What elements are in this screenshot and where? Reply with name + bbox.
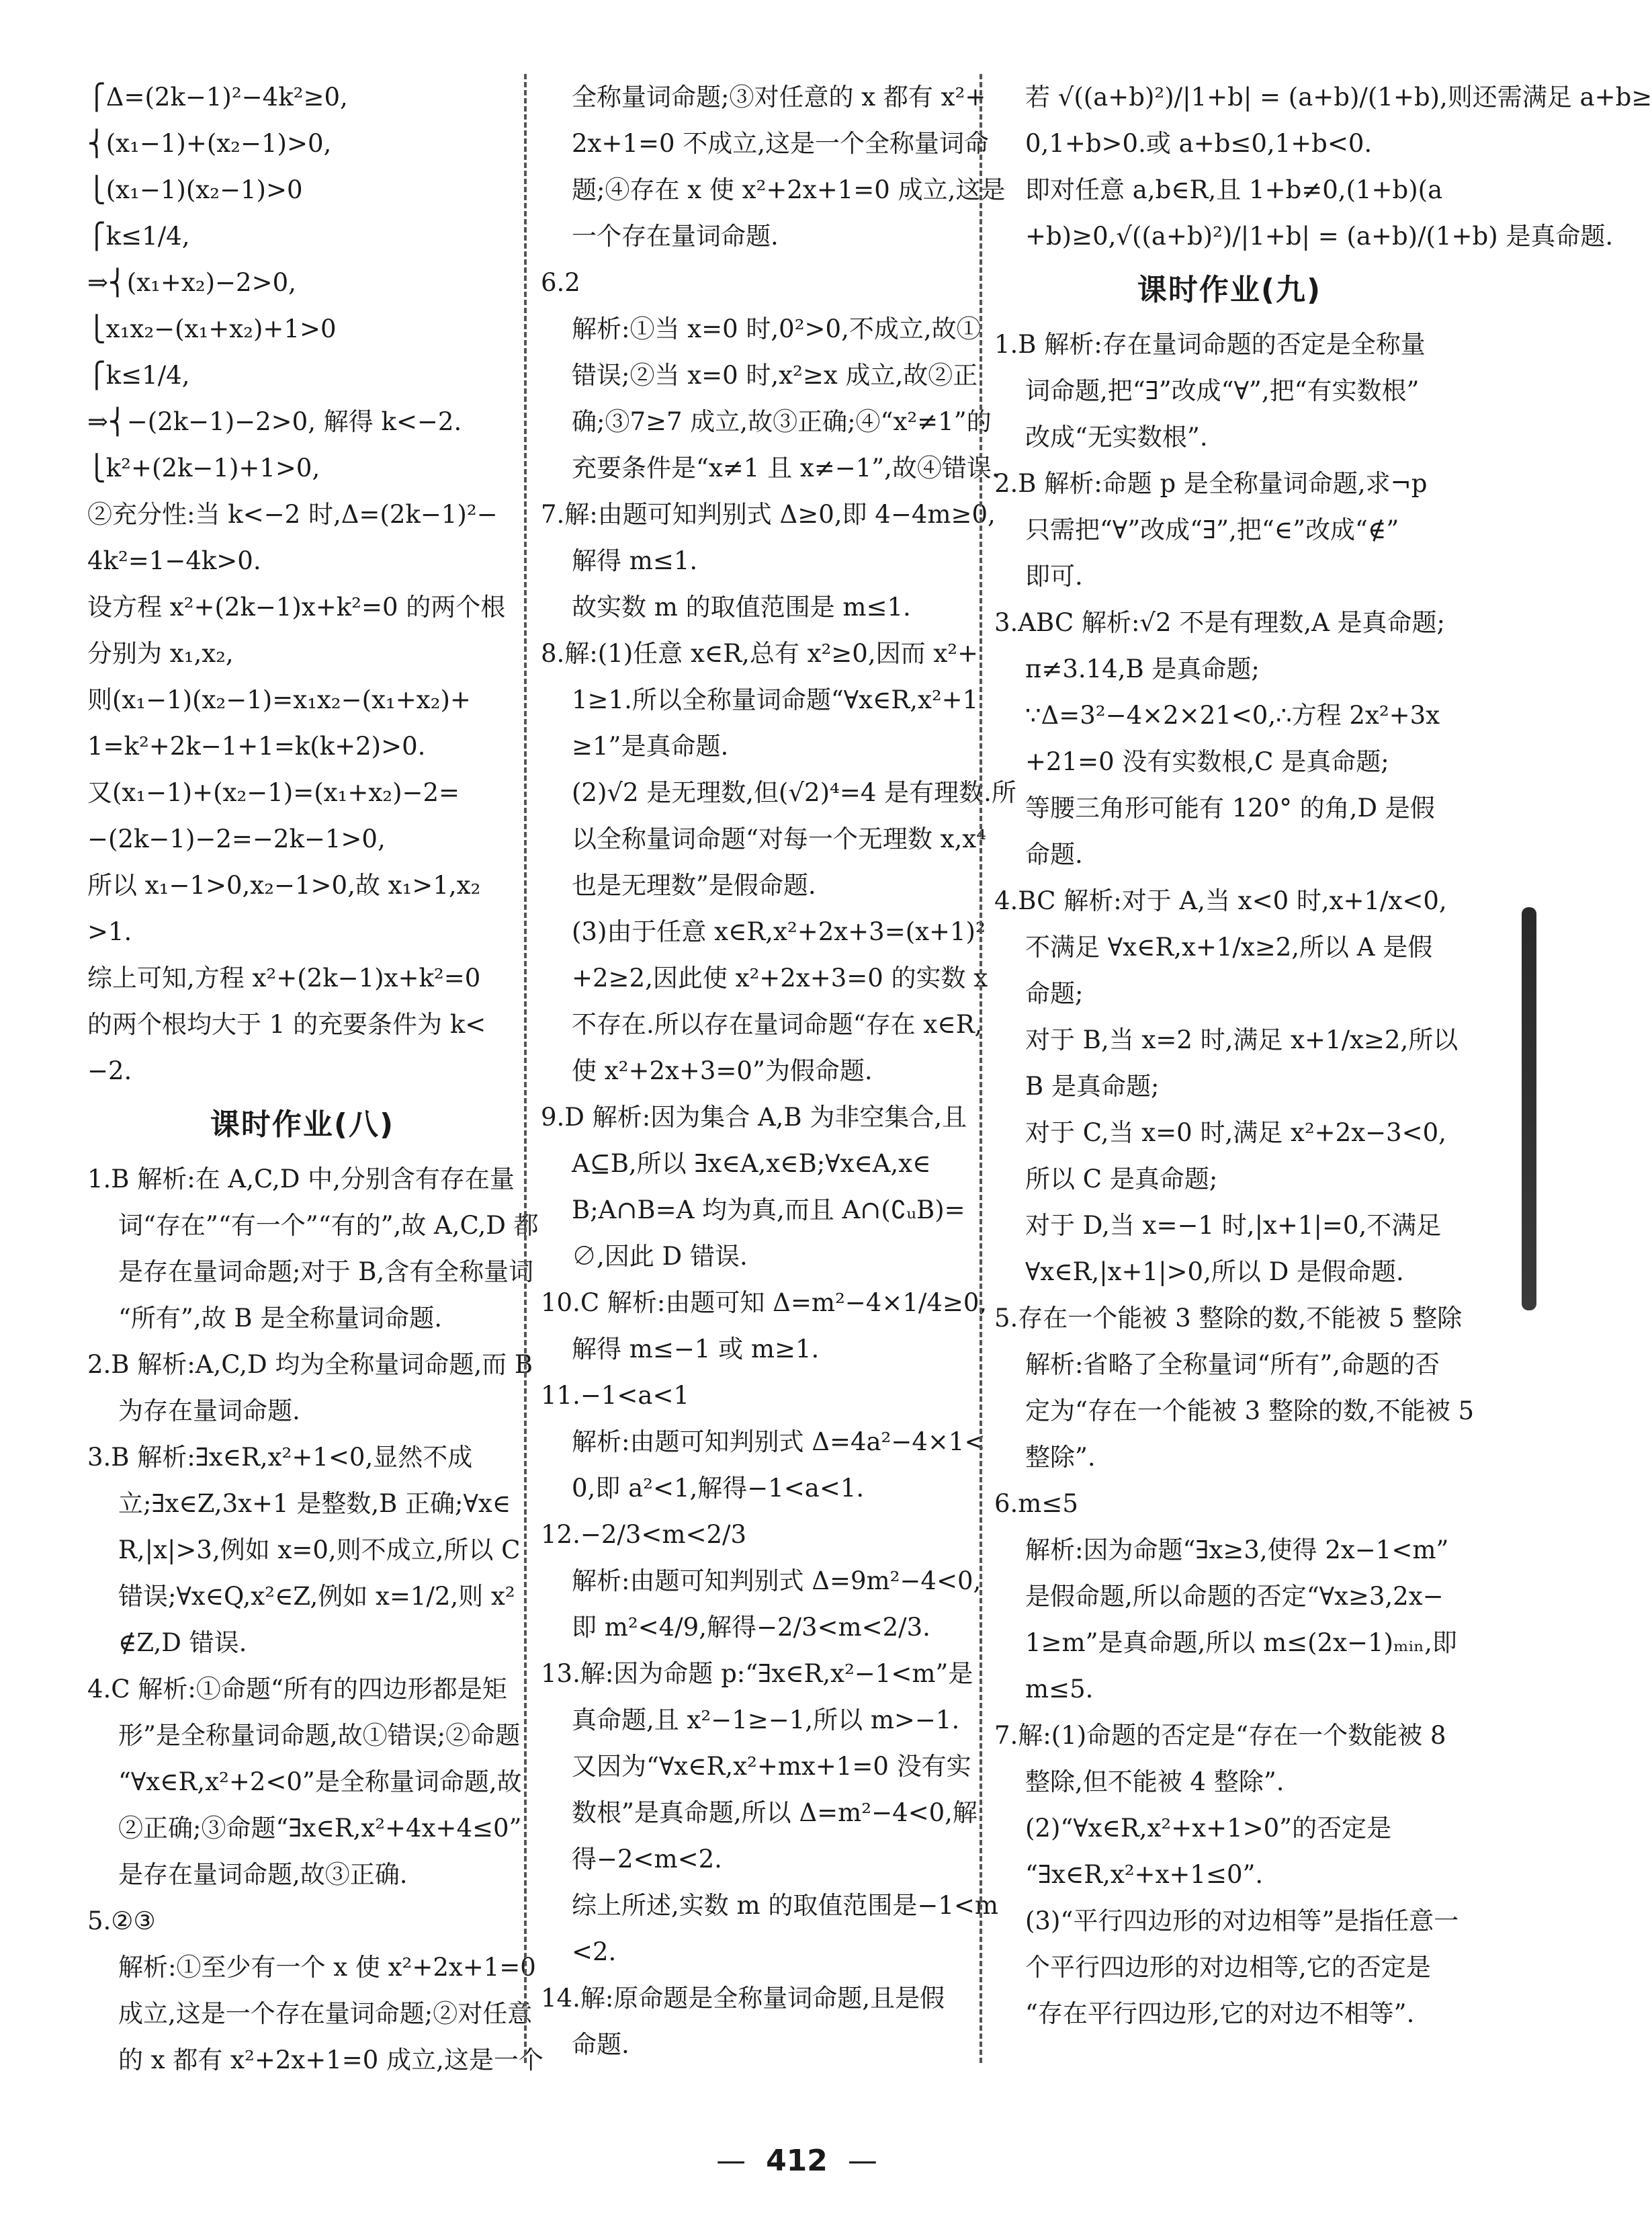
text-line: 3.B 解析:∃x∈R,x²+1<0,显然不成 [87,1443,473,1472]
text-line: 13.解:因为命题 p:“∃x∈R,x²−1<m”是 [541,1659,973,1688]
text-line: 1=k²+2k−1+1=k(k+2)>0. [87,732,426,761]
text-line: 是存在量词命题,故③正确. [118,1860,408,1889]
text-line: 1≥m”是真命题,所以 m≤(2x−1)ₘᵢₙ,即 [1025,1628,1457,1657]
text-line: ≥1”是真命题. [572,732,729,761]
text-line: 2.B 解析:A,C,D 均为全称量词命题,而 B [87,1350,533,1379]
text-line: 解析:由题可知判别式 Δ=4a²−4×1< [572,1427,986,1456]
text-line: 5.②③ [87,1906,156,1935]
text-line: 对于 B,当 x=2 时,满足 x+1/x≥2,所以 [1025,1025,1459,1054]
text-line: 词命题,把“∃”改成“∀”,把“有实数根” [1025,376,1420,405]
text-line: 不满足 ∀x∈R,x+1/x≥2,所以 A 是假 [1025,933,1433,962]
text-line: ⎩(x₁−1)(x₂−1)>0 [87,175,303,204]
text-line: ⇒⎨−(2k−1)−2>0, 解得 k<−2. [87,407,462,436]
text-line: 14.解:原命题是全称量词命题,且是假 [541,1984,945,2013]
text-line: 对于 D,当 x=−1 时,|x+1|=0,不满足 [1025,1211,1442,1240]
text-line: ⎧k≤1/4, [87,361,190,390]
text-line: ∉Z,D 错误. [118,1628,247,1657]
text-line: +2≥2,因此使 x²+2x+3=0 的实数 x [572,964,988,993]
text-line: 词“存在”“有一个”“有的”,故 A,C,D 都 [118,1211,539,1240]
column-middle [541,74,1016,2059]
text-line: 解析:由题可知判别式 Δ=9m²−4<0, [572,1566,982,1595]
section-title: 课时作业(八) [210,1107,395,1142]
text-line: 解析:①至少有一个 x 使 x²+2x+1=0 [118,1953,536,1982]
text-line: ⎩x₁x₂−(x₁+x₂)+1>0 [87,314,337,343]
text-line: 也是无理数”是假命题. [572,871,816,900]
text-line: 2x+1=0 不成立,这是一个全称量词命 [572,129,990,158]
text-line: 设方程 x²+(2k−1)x+k²=0 的两个根 [87,593,506,622]
text-line: 得−2<m<2. [572,1845,722,1874]
text-line: ⎧k≤1/4, [87,222,190,251]
text-line: 确;③7≥7 成立,故③正确;④“x²≠1”的 [572,407,992,436]
text-line: 对于 C,当 x=0 时,满足 x²+2x−3<0, [1025,1118,1446,1147]
text-line: <2. [572,1937,617,1966]
text-line: 全称量词命题;③对任意的 x 都有 x²+ [572,83,986,112]
text-line: “存在平行四边形,它的对边不相等”. [1025,1999,1415,2028]
text-line: 解得 m≤1. [572,546,698,575]
text-line: −2. [87,1056,132,1085]
text-line: 等腰三角形可能有 120° 的角,D 是假 [1025,794,1435,823]
page-number [0,2144,1594,2178]
text-line: (3)“平行四边形的对边相等”是指任意一 [1025,1906,1459,1935]
text-line: 综上可知,方程 x²+(2k−1)x+k²=0 [87,964,481,993]
text-line: 6.2 [541,268,580,297]
text-line: ⎩k²+(2k−1)+1>0, [87,454,320,482]
text-line: 1≥1.所以全称量词命题“∀x∈R,x²+1 [572,685,979,714]
text-line: 1.B 解析:在 A,C,D 中,分别含有存在量 [87,1165,515,1193]
text-line: “所有”,故 B 是全称量词命题. [118,1304,443,1333]
column-left [87,74,544,2074]
text-line: 整除,但不能被 4 整除”. [1025,1767,1285,1796]
text-line: “∃x∈R,x²+x+1≤0”. [1025,1860,1264,1889]
text-line: R,|x|>3,例如 x=0,则不成立,所以 C [118,1536,521,1564]
text-line: 是存在量词命题;对于 B,含有全称量词 [118,1257,534,1286]
text-line: 使 x²+2x+3=0”为假命题. [572,1056,873,1085]
text-line: 的两个根均大于 1 的充要条件为 k< [87,1010,486,1039]
text-line: 解得 m≤−1 或 m≥1. [572,1335,820,1363]
text-line: 即 m²<4/9,解得−2/3<m<2/3. [572,1613,930,1642]
text-line: 命题; [1025,979,1084,1008]
text-line: 9.D 解析:因为集合 A,B 为非空集合,且 [541,1103,967,1132]
text-line: 12.−2/3<m<2/3 [541,1520,747,1549]
text-line: ∵Δ=3²−4×2×21<0,∴方程 2x²+3x [1025,701,1440,730]
text-line: 若 √((a+b)²)/|1+b| = (a+b)/(1+b),则还需满足 a+b≥ [1025,83,1652,112]
text-line: ∅,因此 D 错误. [572,1242,748,1271]
text-line: 错误;②当 x=0 时,x²≥x 成立,故②正 [572,361,978,390]
text-line: (3)由于任意 x∈R,x²+2x+3=(x+1)² [572,917,986,946]
text-line: 4k²=1−4k>0. [87,546,261,575]
text-line: 6.m≤5 [994,1489,1078,1518]
page-number-dash-right: — [847,2144,877,2178]
text-line: (2)“∀x∈R,x²+x+1>0”的否定是 [1025,1814,1392,1843]
text-line: +21=0 没有实数根,C 是真命题; [1025,747,1389,776]
text-line: 错误;∀x∈Q,x²∈Z,例如 x=1/2,则 x² [118,1582,515,1611]
column-divider-left [524,74,527,2063]
column-divider-right [980,74,982,2063]
text-line: ⎧Δ=(2k−1)²−4k²≥0, [87,83,348,112]
column-right [994,74,1652,2050]
text-line: 综上所述,实数 m 的取值范围是−1<m [572,1891,998,1920]
text-line: 3.ABC 解析:√2 不是有理数,A 是真命题; [994,608,1446,637]
text-line: 只需把“∀”改成“∃”,把“∈”改成“∉” [1025,515,1399,544]
text-line: 解析:省略了全称量词“所有”,命题的否 [1025,1350,1440,1379]
text-line: π≠3.14,B 是真命题; [1025,655,1260,683]
text-line: 命题. [572,2030,629,2059]
text-line: 8.解:(1)任意 x∈R,总有 x²≥0,因而 x²+ [541,639,979,668]
text-line: 11.−1<a<1 [541,1381,689,1410]
page-number-dash-left: — [716,2144,746,2178]
text-line: m≤5. [1025,1675,1094,1704]
text-line: 一个存在量词命题. [572,222,779,251]
text-line: ⎨(x₁−1)+(x₂−1)>0, [87,129,332,158]
text-line: 2.B 解析:命题 p 是全称量词命题,求¬p [994,469,1428,498]
text-line: 0,即 a²<1,解得−1<a<1. [572,1474,865,1503]
text-line: 分别为 x₁,x₂, [87,639,234,668]
text-line: 以全称量词命题“对每一个无理数 x,x⁴ [572,825,987,853]
text-line: 解析:因为命题“∃x≥3,使得 2x−1<m” [1025,1536,1449,1564]
text-line: “∀x∈R,x²+2<0”是全称量词命题,故 [118,1767,522,1796]
text-line: 个平行四边形的对边相等,它的否定是 [1025,1953,1431,1982]
text-line: −(2k−1)−2=−2k−1>0, [87,825,386,853]
text-line: 整除”. [1025,1443,1096,1472]
text-line: 为存在量词命题. [118,1396,300,1425]
text-line: ②正确;③命题“∃x∈R,x²+4x+4≤0” [118,1814,522,1843]
scan-edge-mark [1522,907,1536,1310]
text-line: 数根”是真命题,所以 Δ=m²−4<0,解 [572,1798,977,1827]
text-line: 充要条件是“x≠1 且 x≠−1”,故④错误. [572,454,1000,482]
text-line: B 是真命题; [1025,1072,1160,1101]
text-line: 即对任意 a,b∈R,且 1+b≠0,(1+b)(a [1025,175,1443,204]
text-line: 形”是全称量词命题,故①错误;②命题 [118,1721,521,1750]
text-line: ⇒⎨(x₁+x₂)−2>0, [87,268,296,297]
text-line: (2)√2 是无理数,但(√2)⁴=4 是有理数.所 [572,778,1016,807]
text-line: 的 x 都有 x²+2x+1=0 成立,这是一个 [118,2046,544,2074]
text-line: A⊆B,所以 ∃x∈A,x∈B;∀x∈A,x∈ [572,1149,931,1178]
text-line: >1. [87,917,132,946]
text-line: 立;∃x∈Z,3x+1 是整数,B 正确;∀x∈ [118,1489,511,1518]
text-line: 则(x₁−1)(x₂−1)=x₁x₂−(x₁+x₂)+ [87,685,471,714]
text-line: 所以 x₁−1>0,x₂−1>0,故 x₁>1,x₂ [87,871,481,900]
text-line: B;A∩B=A 均为真,而且 A∩(∁ᵤB)= [572,1195,965,1224]
page-number-value: 412 [766,2144,828,2178]
section-title: 课时作业(九) [1137,273,1322,307]
text-line: 4.C 解析:①命题“所有的四边形都是矩 [87,1675,507,1704]
text-line: 4.BC 解析:对于 A,当 x<0 时,x+1/x<0, [994,886,1447,915]
text-line: 1.B 解析:存在量词命题的否定是全称量 [994,330,1426,359]
text-line: 定为“存在一个能被 3 整除的数,不能被 5 [1025,1396,1475,1425]
text-line: 又(x₁−1)+(x₂−1)=(x₁+x₂)−2= [87,778,460,807]
text-line: 故实数 m 的取值范围是 m≤1. [572,593,911,622]
text-line: 题;④存在 x 使 x²+2x+1=0 成立,这是 [572,175,1006,204]
text-line: 5.存在一个能被 3 整除的数,不能被 5 整除 [994,1304,1463,1333]
text-line: 又因为“∀x∈R,x²+mx+1=0 没有实 [572,1752,971,1781]
text-line: 是假命题,所以命题的否定“∀x≥3,2x− [1025,1582,1444,1611]
text-line: 10.C 解析:由题可知 Δ=m²−4×1/4≥0, [541,1288,988,1317]
text-line: 成立,这是一个存在量词命题;②对任意 [118,1999,533,2028]
text-line: 真命题,且 x²−1≥−1,所以 m>−1. [572,1706,960,1734]
text-line: 改成“无实数根”. [1025,423,1208,452]
text-line: 0,1+b>0.或 a+b≤0,1+b<0. [1025,129,1373,158]
text-line: 不存在.所以存在量词命题“存在 x∈R, [572,1010,983,1039]
text-line: 即可. [1025,562,1083,591]
text-line: +b)≥0,√((a+b)²)/|1+b| = (a+b)/(1+b) 是真命题. [1025,222,1614,251]
text-line: 7.解:由题可知判别式 Δ≥0,即 4−4m≥0, [541,500,996,529]
text-line: 7.解:(1)命题的否定是“存在一个数能被 8 [994,1721,1446,1750]
text-line: 所以 C 是真命题; [1025,1165,1218,1193]
text-line: ②充分性:当 k<−2 时,Δ=(2k−1)²− [87,500,498,529]
text-line: 命题. [1025,840,1083,869]
text-line: 解析:①当 x=0 时,0²>0,不成立,故① [572,314,982,343]
text-line: ∀x∈R,|x+1|>0,所以 D 是假命题. [1025,1257,1404,1286]
